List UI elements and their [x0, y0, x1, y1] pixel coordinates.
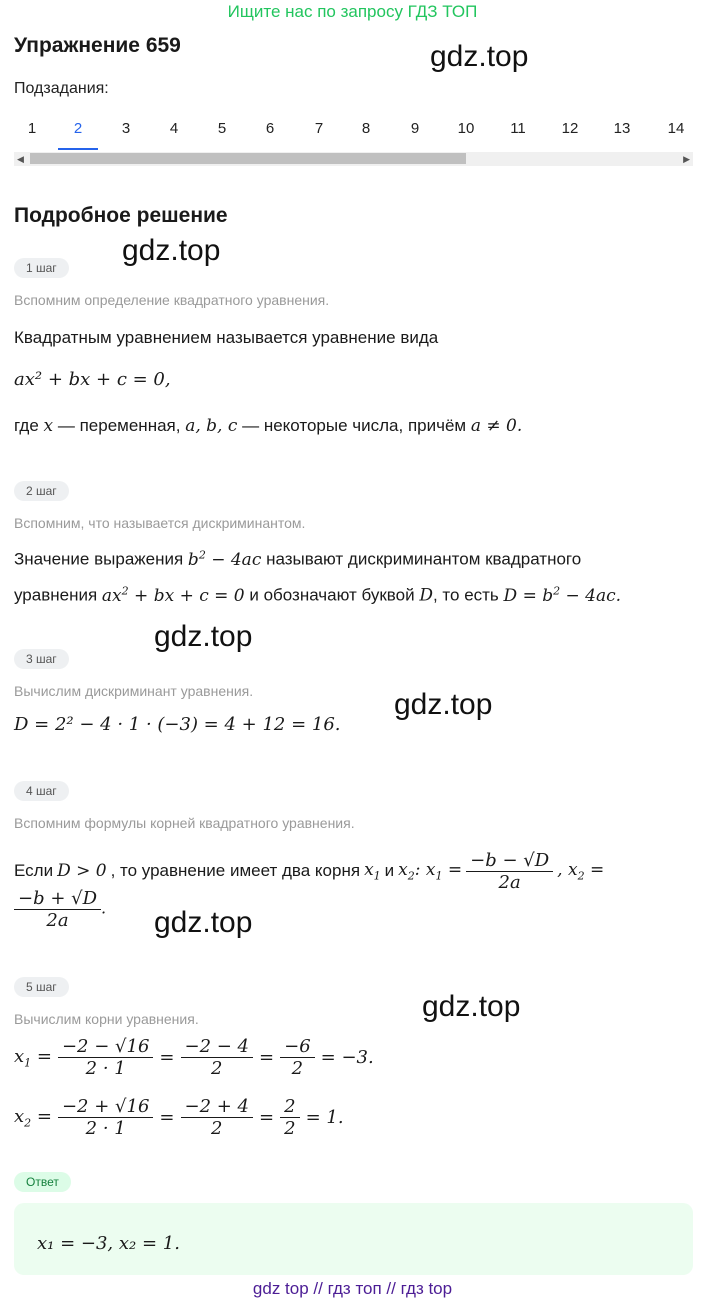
- math-D-def: $D = b^2 - 4ac$.: [503, 584, 622, 606]
- step-text-line: [14, 548, 581, 570]
- step-hint: Вычислим корни уравнения.: [14, 1011, 199, 1027]
- tab-4[interactable]: 4: [169, 120, 179, 137]
- formula: D = 2² − 4 · 1 · (−3) = 4 + 12 = 16.: [14, 714, 341, 735]
- section-title: Подробное решение: [14, 204, 228, 227]
- fraction: $\frac{-6}{2}$: [280, 1036, 315, 1079]
- promo-banner: Ищите нас по запросу ГДЗ ТОП: [227, 2, 478, 21]
- step-text: Квадратным уравнением называется уравнение вида: [14, 328, 439, 347]
- step-hint: Вспомним, что называется дискриминантом.: [14, 515, 306, 531]
- math-a-neq-0: a ≠ 0.: [470, 416, 523, 436]
- tab-5[interactable]: 5: [217, 120, 227, 137]
- fraction: $\frac{-2 - √16}{2 \cdot 1}$: [58, 1036, 153, 1079]
- watermark: gdz.top: [394, 688, 493, 721]
- text-fragment: и обозначают буквой: [249, 585, 415, 605]
- math-x: x: [43, 416, 54, 436]
- watermark: gdz.top: [430, 40, 529, 73]
- formula-x1: $x_1$ = $\frac{-2 - √16}{2 \cdot 1}$ = $\frac{-2 - 4}{2}$ = $\frac{-6}{2}$ = −3.: [14, 1036, 374, 1079]
- active-tab-underline: [58, 148, 98, 150]
- math-discriminant-expr: $b^2 - 4ac$: [187, 548, 262, 570]
- tab-12[interactable]: 12: [561, 120, 579, 137]
- text-fragment: уравнения: [14, 585, 98, 605]
- tab-6[interactable]: 6: [265, 120, 275, 137]
- formula: ax² + bx + c = 0,: [14, 369, 171, 390]
- tab-7[interactable]: 7: [314, 120, 324, 137]
- answer-badge: Ответ: [14, 1172, 71, 1192]
- tab-9[interactable]: 9: [410, 120, 420, 137]
- fraction: $\frac{2}{2}$: [280, 1096, 299, 1139]
- scrollbar-thumb[interactable]: [30, 153, 466, 164]
- text-fragment: , то уравнение имеет два корня: [110, 861, 361, 880]
- text-fragment: — переменная,: [57, 416, 181, 435]
- fraction: $\frac{-b - √D}{2a}$: [466, 850, 553, 893]
- text-fragment: Если: [14, 861, 54, 880]
- math-x2-def: , $x_2$ =: [557, 859, 605, 883]
- fraction: $\frac{-b + √D}{2a}$: [14, 888, 101, 931]
- tab-10[interactable]: 10: [457, 120, 475, 137]
- text-fragment: называют дискриминантом квадратного: [266, 549, 582, 569]
- text-fragment: — некоторые числа, причём: [242, 416, 467, 435]
- step-hint: Вычислим дискриминант уравнения.: [14, 683, 254, 699]
- tab-8[interactable]: 8: [361, 120, 371, 137]
- formula-x2: $x_2$ = $\frac{-2 + √16}{2 \cdot 1}$ = $\frac{-2 + 4}{2}$ = $\frac{2}{2}$ = 1.: [14, 1096, 344, 1139]
- watermark: gdz.top: [154, 906, 253, 939]
- footer-links[interactable]: gdz top // гдз топ // гдз top: [252, 1279, 453, 1298]
- answer-box: [14, 1203, 693, 1275]
- step-badge: 3 шаг: [14, 649, 69, 669]
- tab-2[interactable]: 2: [73, 120, 83, 137]
- subtask-tabs: [14, 114, 694, 152]
- text-fragment: и: [384, 861, 395, 880]
- tab-11[interactable]: 11: [510, 120, 526, 137]
- step-badge: 4 шаг: [14, 781, 69, 801]
- fraction: $\frac{-2 + 4}{2}$: [181, 1096, 254, 1139]
- step-text-line: [14, 416, 522, 436]
- step-badge: 1 шаг: [14, 258, 69, 278]
- subtasks-label: Подзадания:: [14, 80, 109, 97]
- tab-3[interactable]: 3: [121, 120, 131, 137]
- watermark: gdz.top: [422, 990, 521, 1023]
- text-fragment: , то есть: [432, 585, 499, 605]
- math-D-gt-0: D > 0: [57, 861, 107, 881]
- answer-text: x₁ = −3, x₂ = 1.: [37, 1233, 180, 1254]
- step-badge: 5 шаг: [14, 977, 69, 997]
- watermark: gdz.top: [122, 234, 221, 267]
- tabs-scrollbar[interactable]: [14, 152, 693, 166]
- fraction: $\frac{-2 - 4}{2}$: [181, 1036, 254, 1079]
- step-text-line: [14, 584, 621, 606]
- step-hint: Вспомним формулы корней квадратного уравнения.: [14, 815, 355, 831]
- tab-14[interactable]: 14: [667, 120, 685, 137]
- math-abc: a, b, c: [185, 416, 238, 436]
- watermark: gdz.top: [154, 620, 253, 653]
- text-fragment: Значение выражения: [14, 549, 184, 569]
- text-fragment: где: [14, 416, 39, 435]
- math-x1: $x_1$: [364, 859, 381, 883]
- step-badge: 2 шаг: [14, 481, 69, 501]
- math-equation: $ax^2$ + bx + c = 0: [101, 584, 245, 606]
- fraction-line: $\frac{-b + √D}{2a}$ .: [14, 888, 106, 931]
- math-x1-def: $x_2$: $x_1$ =: [398, 859, 463, 883]
- tab-13[interactable]: 13: [613, 120, 631, 137]
- scroll-right-icon[interactable]: ▶: [683, 154, 690, 164]
- tab-1[interactable]: 1: [27, 120, 37, 137]
- step-hint: Вспомним определение квадратного уравнения.: [14, 292, 330, 308]
- page-title: Упражнение 659: [14, 34, 181, 57]
- fraction: $\frac{-2 + √16}{2 \cdot 1}$: [58, 1096, 153, 1139]
- scroll-left-icon[interactable]: ◀: [17, 154, 24, 164]
- math-D: D: [419, 585, 433, 606]
